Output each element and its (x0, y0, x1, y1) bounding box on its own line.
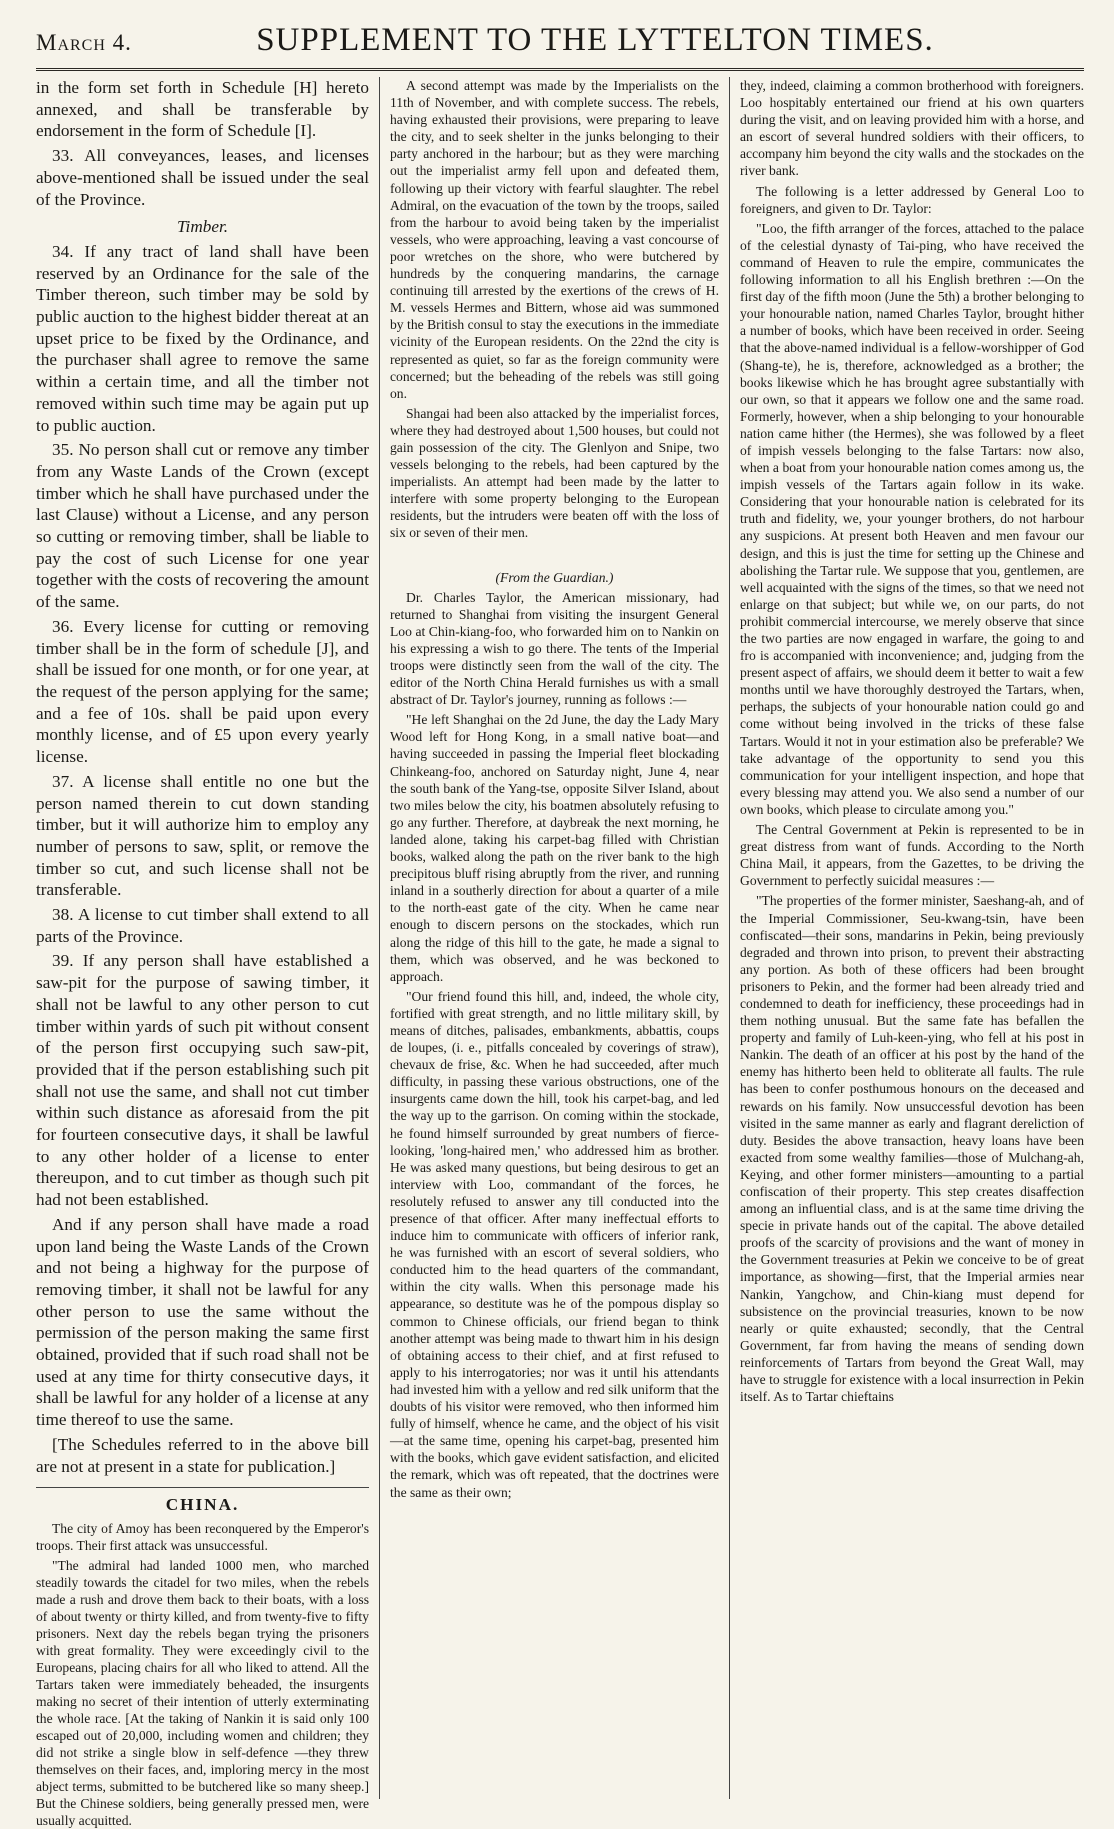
paragraph: A second attempt was made by the Imperialists on the 11th of November, and with complete success. The rebels, having exhausted their provisions, were preparing to leave the city, and to seek shelter in the junks belonging to their party anchored in the harbour; but as they were marching out the imperialist army fell upon and defeated them, following up their victory with fearful slaughter. The rebel Admiral, on the evacuation of the town by the troops, sailed from the harbour to avoid being taken by the imperialist vessels, who were approaching, leaving a vast concourse of poor wretches on the shore, who were butchered by hundreds by the conquering mandarins, the carnage continuing till arrested by the exertions of the crews of H. M. vessels Hermes and Bittern, whose aid was summoned by the British consul to stay the executions in the immediate vicinity of the European residents. On the 22nd the city is represented as quiet, so far as the foreign community were concerned; but the beheading of the rebels was still going on. (390, 78, 719, 401)
paragraph: "Loo, the fifth arranger of the forces, attached to the palace of the celestial dynasty of Tai-ping, who have received the command of Heaven to rule the empire, communicates the following information to all his English brethren :—On the first day of the fifth moon (June the 5th) a brother belonging to your honourable nation, named Charles Taylor, brought hither a number of books, which have been received in order. Seeing that the above-named individual is a fellow-worshipper of God (Shang-te), he is, therefore, acknowledged as a brother; the books likewise which he has brought agree substantially with our own, so that it appears we follow one and the same road. Formerly, however, when a ship belonging to your honourable nation came hither (the Hermes), she was followed by a fleet of impish vessels belonging to the false Tartars: now also, when a boat from your honourable nation comes among us, the impish vessels of the Tartars again follow in its wake. Considering that your honourable nation is celebrated for its truth and fidelity, we, your younger brothers, do not harbour any suspicions. At present both Heaven and men favour our design, and this is just the time for setting up the Chinese and abolishing the Tartar rule. We suppose that you, gentlemen, are well acquainted with the signs of the times, so that we need not enlarge on that subject; but while we, on our parts, do not prohibit commercial intercourse, we merely observe that since the two parties are now engaged in warfare, the going to and fro is accompanied with inconvenience; and, judging from the present aspect of affairs, we should deem it better to wait a few months until we have thoroughly destroyed the Tartars, when, perhaps, the subjects of your honourable nation could go and come without being involved in the tricks of these false Tartars. Would it not in your estimation also be preferable? We take advantage of the opportunity to send you this communication for your intelligent inspection, and hope that every blessing may attend you. We also send a number of our own books, which please to circulate among you." (740, 220, 1084, 817)
section-heading-guardian: (From the Guardian.) (495, 569, 614, 585)
paragraph: 38. A license to cut timber shall extend to all parts of the Province. (36, 905, 369, 946)
paragraph: Dr. Charles Taylor, the American missionary, had returned to Shanghai from visiting the insurgent General Loo at Chin-kiang-foo, who forwarded him on to Nankin on his expressing a wish to go there. The tents of the Imperial troops were distinctly seen from the wall of the city. The editor of the North China Herald furnishes us with a small abstract of Dr. Taylor's journey, running as follows :— (390, 589, 719, 708)
paragraph: 35. No person shall cut or remove any timber from any Waste Lands of the Crown (except timber which he shall have purchased under the last Clause) without a License, and any person so cutting or removing timber, shall be liable to pay the cost of such License for one year together with the costs of recovering the amount of the same. (36, 440, 369, 612)
column-3 (730, 77, 1084, 1799)
section-heading-timber: Timber. (176, 217, 229, 237)
newspaper-title: SUPPLEMENT TO THE LYTTELTON TIMES. (256, 22, 934, 58)
paragraph: [The Schedules referred to in the above bill are not at present in a state for publication.] (36, 1434, 369, 1476)
paragraph: 36. Every license for cutting or removing timber shall be in the form of schedule [J], and shall be issued for one month, or for one year, at the request of the person applying for the same; and a fee of 10s. shall be paid upon every monthly license, and of £5 upon every yearly license. (36, 616, 369, 767)
masthead (36, 22, 1084, 71)
paragraph: "He left Shanghai on the 2d June, the day the Lady Mary Wood left for Hong Kong, in a small native boat—and having succeeded in passing the Imperial fleet blockading Chinkeang-foo, anchored on Saturday night, June 4, near the south bank of the Yang-tse, opposite Silver Island, about two miles below the city, his boatmen absolutely refusing to go any further. Therefore, at daybreak the next morning, he landed alone, taking his carpet-bag filled with Christian books, walked along the path on the river bank to the high precipitous bluff rising abruptly from the river, and running inland in a southerly direction for about a quarter of a mile to the north-east gate of the city. When he came near enough to discern persons on the stockades, which run along the ridge of this hill to the gate, he made a signal to them, which was observed, and he was beckoned to approach. (390, 712, 719, 984)
paragraph: "The properties of the former minister, Saeshang-ah, and of the Imperial Commissioner, Seu-kwang-tsin, have been confiscated—their sons, mandarins in Pekin, being previously degraded and thrown into prison, to prevent their abstracting any portion. As both of these officers had been brought prisoners to Pekin, and the former had been already tried and condemned to death for inefficiency, these proceedings had in them nothing unusual. But the same fate has befallen the property and family of Luh-keen-ying, who fell at his post in Nankin. The death of an officer at his post by the hand of the enemy has hitherto been held to obliterate all faults. The rule has been to confer posthumous honours on the deceased and rewards on his family. Now unsuccessful devotion has been visited in the same manner as early and flagrant dereliction of duty. Besides the above transaction, heavy loans have been exacted from some wealthy families—those of Mulchang-ah, Keying, and other former ministers—amounting to a partial confiscation of their property. This step creates disaffection among an influential class, and is at the same time driving the specie in private hands out of the capital. The above detailed proofs of the scarcity of provisions and the want of money in the Government treasuries at Pekin we conceive to be of great importance, as showing—first, that the Imperial armies near Nankin, Yangchow, and Chin-kiang must depend for subsistence on the provincial treasuries, known to be now nearly or quite exhausted; secondly, that the Central Government, far from having the means of sending down reinforcements of Tartars from beyond the Great Wall, may have to struggle for existence with a local insurrection in Pekin itself. As to Tartar chieftains (740, 893, 1084, 1405)
paragraph: 37. A license shall entitle no one but the person named therein to cut down standing timber, but it will authorize him to employ any number of persons to saw, split, or remove the timber so cut, and such license shall not be transferable. (36, 771, 369, 900)
paragraph: they, indeed, claiming a common brotherhood with foreigners. Loo hospitably entertained our friend at his own quarters during the visit, and on leaving provided him with a horse, and an escort of several hundred soldiers with their officers, to accompany him beyond the city walls and the stockades on the river bank. (740, 78, 1084, 179)
paragraph: 39. If any person shall have established a saw-pit for the purpose of sawing timber, it shall not be lawful to any other person to cut timber within yards of such pit without consent of the person first occupying such saw-pit, provided that if the person establishing such pit shall not use the same, and shall not cut timber within such distance as aforesaid from the pit for fourteen consecutive days, it shall be lawful to any other holder of a license to enter thereupon, and to cut timber as though such pit had not been established. (36, 951, 369, 1210)
paragraph: "Our friend found this hill, and, indeed, the whole city, fortified with great strength, and no little military skill, by means of ditches, palisades, embankments, abbattis, coups de loupes, (i. e., pitfalls concealed by coverings of straw), chevaux de frise, &c. When he had succeeded, after much difficulty, in passing these various obstructions, one of the insurgents came down the hill, took his carpet-bag, and led the way up to the garrison. On coming within the stockade, he found himself surrounded by great numbers of fierce-looking, 'long-haired men,' who addressed him as brother. He was asked many questions, but being desirous to get an interview with Loo, commandant of the forces, he resolutely refused to answer any till conducted into the presence of that officer. After many ineffectual efforts to induce him to communicate with officers of inferior rank, he was furnished with an escort of several soldiers, who conducted him to the head quarters of the commandant, within the city walls. When this personage made his appearance, so destitute was he of the pompous display so common to Chinese officials, our friend began to think another attempt was being made to thwart him in his design of obtaining access to their chief, and at first refused to apply to his interrogatories; nor was it until his attendants had invested him with a yellow and red silk uniform that the doubts of his visitor were removed, who then informed him fully of himself, whence he came, and the object of his visit—at the same time, opening his carpet-bag, presented him with the books, which gave evident satisfaction, and elicited the remark, which was oft repeated, that the doctrines were the same as their own; (390, 988, 719, 1500)
paragraph: And if any person shall have made a road upon land being the Waste Lands of the Crown and not being a highway for the purpose of removing timber, it shall not be lawful for any other person to use the same without the permission of the person making the same first obtained, provided that if such road shall not be used at any time for thirty consecutive days, it shall be lawful for any holder of a license at any time thereof to use the same. (36, 1214, 369, 1430)
paragraph: in the form set forth in Schedule [H] hereto annexed, and shall be transferable by endorsement in the form of Schedule [I]. (36, 78, 369, 141)
paragraph: 33. All conveyances, leases, and licenses above-mentioned shall be issued under the seal of the Province. (36, 146, 369, 209)
paragraph: Shangai had been also attacked by the imperialist forces, where they had destroyed about 1,500 houses, but could not gain possession of the city. The Glenlyon and Snipe, two vessels belonging to the rebels, had been captured by the imperialists. An attempt had been made by the latter to interfere with some property belonging to the European residents, but the intruders were beaten off with the loss of six or seven of their men. (390, 405, 719, 541)
paragraph: The city of Amoy has been reconquered by the Emperor's troops. Their first attack was unsuccessful. (36, 1521, 369, 1553)
paragraph: 34. If any tract of land shall have been reserved by an Ordinance for the sale of the Timber thereon, such timber may be sold by public auction to the highest bidder thereat at an upset price to be fixed by the Ordinance, and the purchaser shall agree to remove the same within a certain time, and all the timber not removed within such time may be again put up to public auction. (36, 241, 369, 435)
paragraph: "The admiral had landed 1000 men, who marched steadily towards the citadel for two miles, when the rebels made a rush and drove them back to their boats, with a loss of about twenty or thirty killed, and from twenty-five to fifty prisoners. Next day the rebels began trying the prisoners with great formality. They were exceedingly civil to the Europeans, placing chairs for all who liked to attend. All the Tartars taken were immediately beheaded, the insurgents making no secret of their intention of utterly exterminating the whole race. [At the taking of Nankin it is said only 100 escaped out of 20,000, including women and children; they did not strike a single blow in self-defence —they threw themselves on their faces, and, imploring mercy in the most abject terms, submitted to be butchered like so many sheep.] But the Chinese soldiers, being generally pressed men, were usually acquitted. (36, 1558, 369, 1828)
spacer (390, 545, 719, 563)
column-2 (380, 77, 730, 1799)
column-1 (36, 77, 380, 1828)
section-heading-china: CHINA. (36, 1487, 369, 1516)
issue-date: March 4. (36, 30, 132, 55)
paragraph: The following is a letter addressed by General Loo to foreigners, and given to Dr. Taylor: (740, 183, 1084, 216)
article-columns (36, 77, 1084, 1828)
paragraph: The Central Government at Pekin is represented to be in great distress from want of funds. According to the North China Mail, it appears, from the Gazettes, to be driving the Government to perfectly suicidal measures :— (740, 822, 1084, 889)
